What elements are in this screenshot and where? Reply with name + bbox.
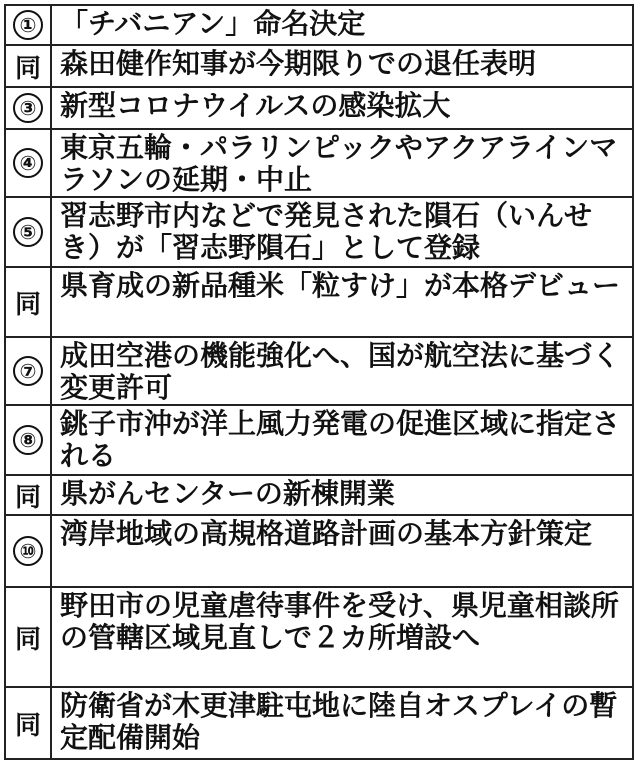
- item-text: 県がんセンターの新棟開業: [60, 477, 395, 510]
- rank-badge: [6, 406, 52, 474]
- item-text: 森田健作知事が今期限りでの退任表明: [60, 47, 537, 80]
- rank-number: ⑩: [13, 536, 43, 566]
- rank-badge: [6, 130, 52, 196]
- rank-same-label: 同: [14, 289, 41, 320]
- item-text: 野田市の児童虐待事件を受け、県児童相談所の管轄区域見直しで２カ所増設へ: [60, 589, 619, 654]
- rank-same-label: 同: [14, 624, 41, 655]
- rank-badge: [6, 6, 52, 44]
- item-text: 防衛省が木更津駐屯地に陸自オスプレイの暫定配備開始: [60, 689, 618, 754]
- list-item: [6, 516, 632, 588]
- rank-number: ⑦: [13, 356, 43, 386]
- list-item: [6, 46, 632, 88]
- rank-badge: [6, 476, 52, 514]
- rank-number: ①: [13, 10, 43, 40]
- item-text: 「チバニアン」命名決定: [60, 7, 366, 40]
- rank-badge: [6, 268, 52, 336]
- list-item: [6, 338, 632, 406]
- rank-same-label: 同: [14, 53, 41, 84]
- list-item: [6, 6, 632, 46]
- rank-number: ⑧: [13, 425, 43, 455]
- rank-badge: [6, 588, 52, 686]
- item-text: 習志野市内などで発見された隕石（いんせき）が「習志野隕石」として登録: [60, 199, 593, 264]
- item-text: 銚子市沖が洋上風力発電の促進区域に指定される: [60, 407, 621, 472]
- list-item: [6, 688, 632, 760]
- rank-number: ④: [13, 148, 43, 178]
- rank-badge: [6, 516, 52, 586]
- list-item: [6, 130, 632, 198]
- item-text: 成田空港の機能強化へ、国が航空法に基づく変更許可: [60, 339, 621, 404]
- rank-badge: [6, 46, 52, 86]
- list-item: [6, 476, 632, 516]
- list-item: [6, 198, 632, 268]
- rank-badge: [6, 688, 52, 758]
- list-item: [6, 406, 632, 476]
- item-text: 東京五輪・パラリンピックやアクアラインマラソンの延期・中止: [60, 131, 618, 196]
- item-text: 県育成の新品種米「粒すけ」が本格デビュー: [60, 269, 621, 302]
- item-text: 新型コロナウイルスの感染拡大: [60, 89, 451, 122]
- list-item: [6, 268, 632, 338]
- rank-number: ⑤: [13, 217, 43, 247]
- list-item: [6, 88, 632, 130]
- rank-badge: [6, 338, 52, 404]
- rank-badge: [6, 198, 52, 266]
- rank-same-label: 同: [14, 710, 41, 741]
- rank-badge: [6, 88, 52, 128]
- rank-number: ③: [13, 93, 43, 123]
- list-item: [6, 588, 632, 688]
- item-text: 湾岸地域の高規格道路計画の基本方針策定: [60, 517, 593, 550]
- news-ranking-list: [4, 4, 634, 760]
- rank-same-label: 同: [14, 482, 41, 513]
